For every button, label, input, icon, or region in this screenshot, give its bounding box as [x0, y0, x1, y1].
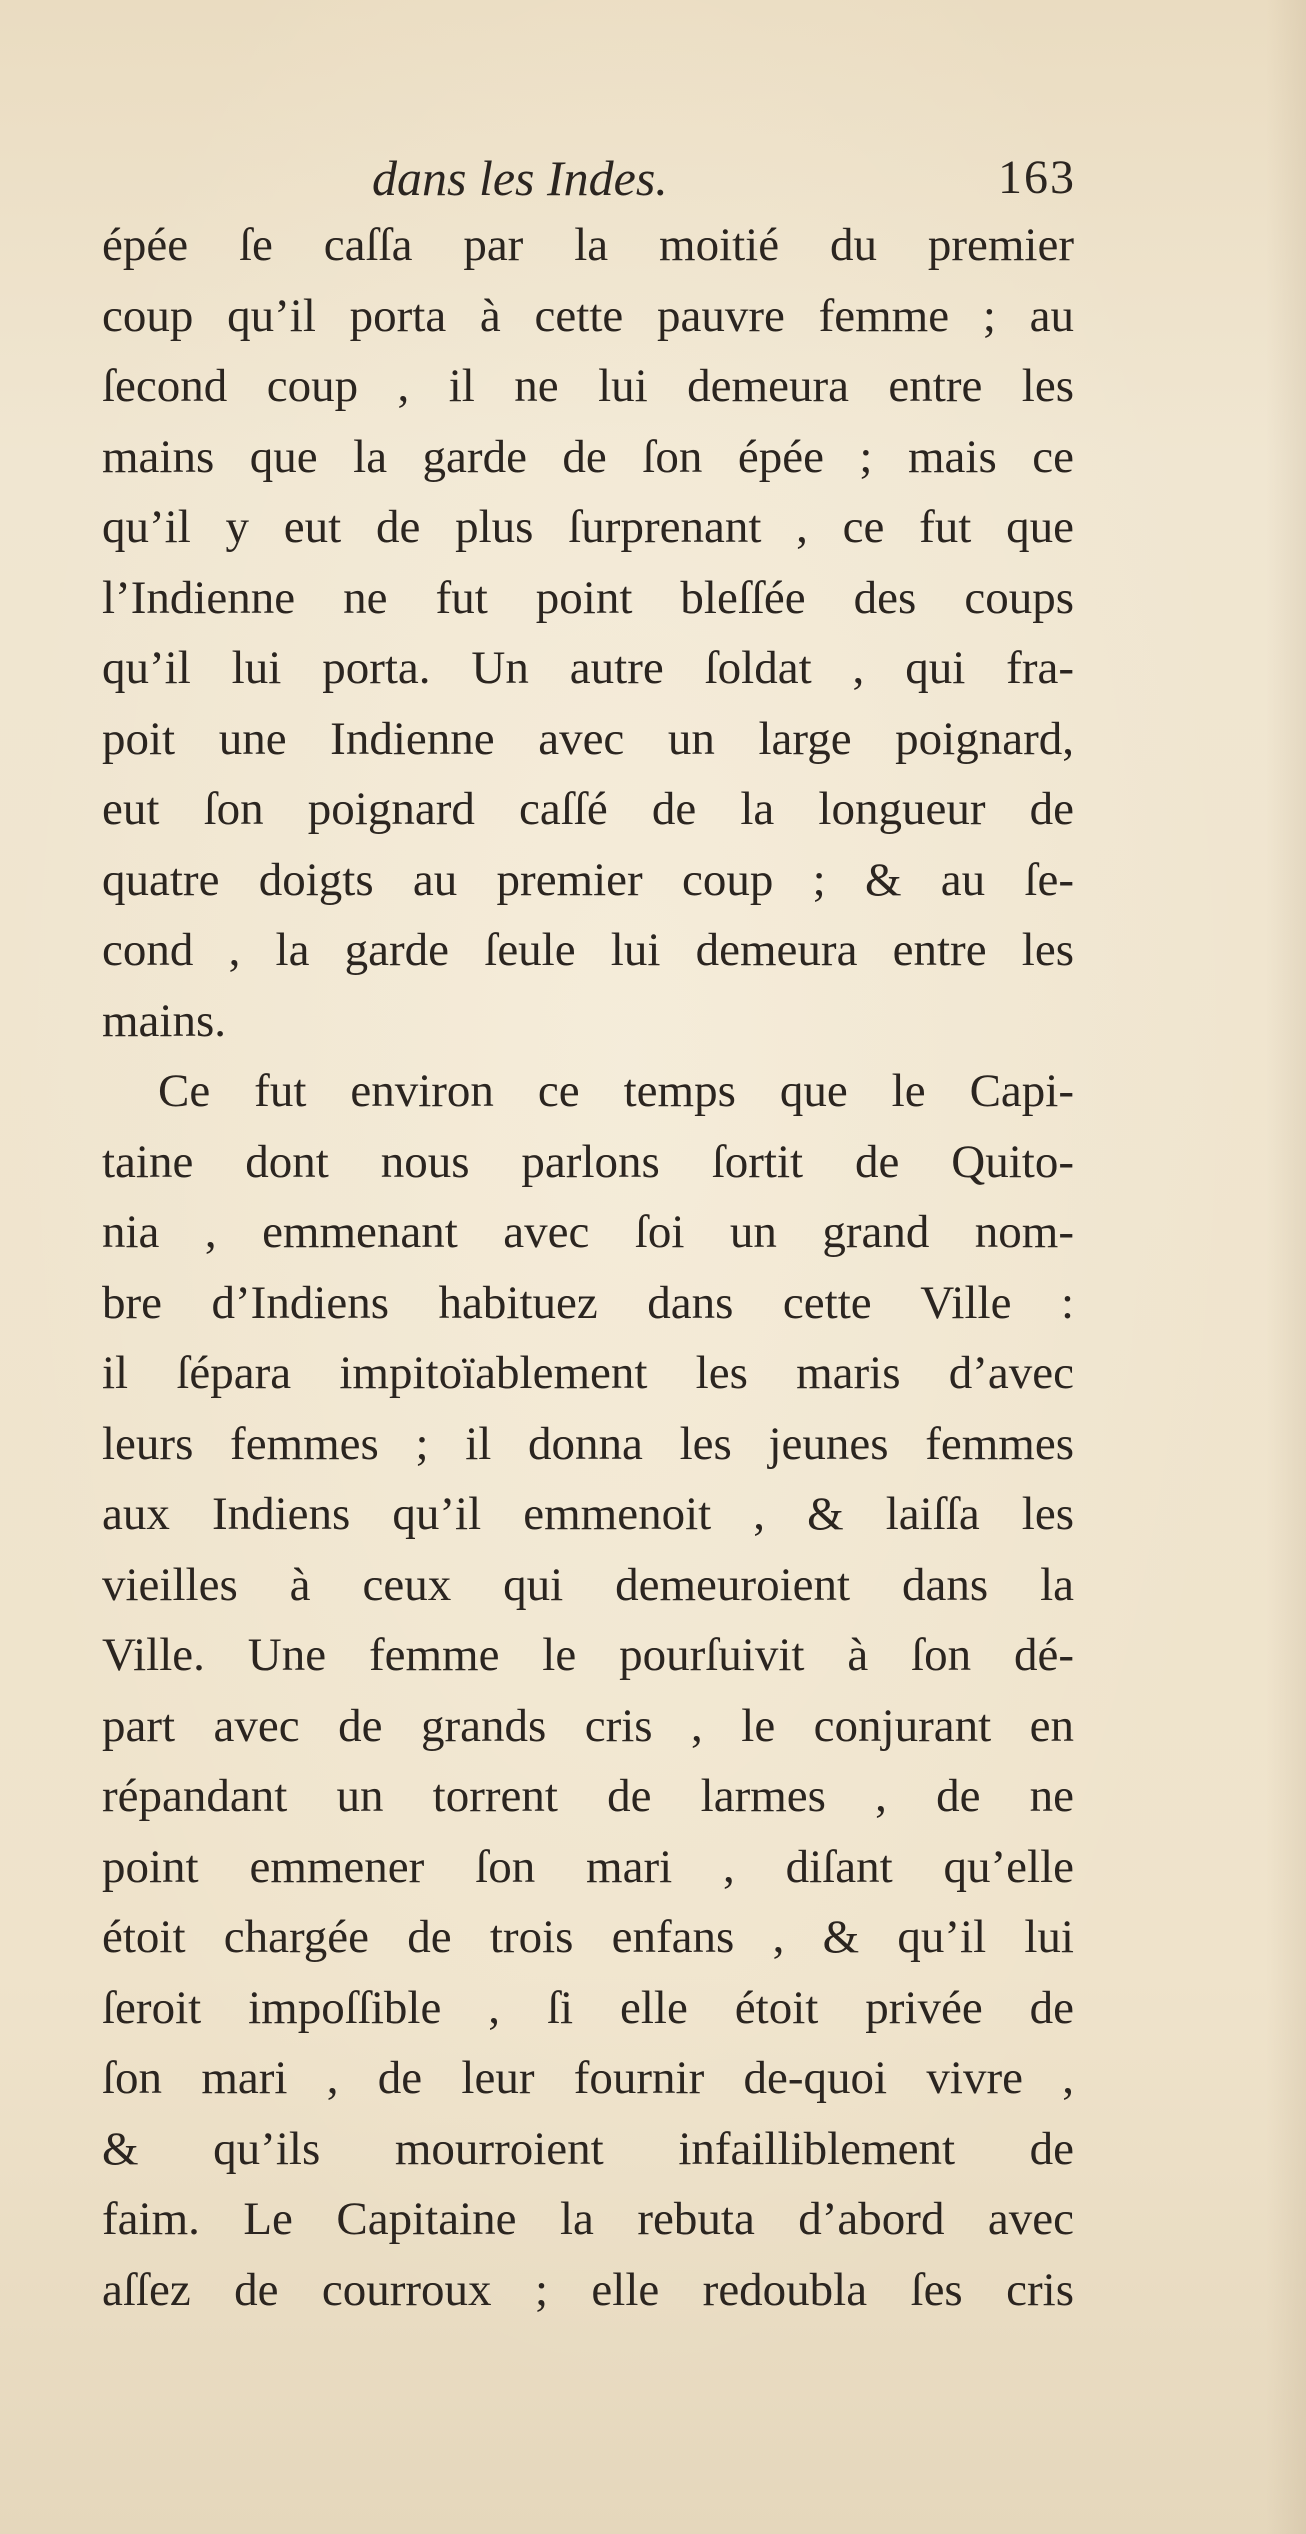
text-line: taine dont nous parlons ſortit de Quito-: [102, 1135, 1074, 1188]
text-line: point emmener ſon mari , diſant qu’elle: [102, 1840, 1074, 1893]
running-head: [100, 148, 1076, 208]
text-line: aſſez de courroux ; elle redoubla ſes cris: [102, 2263, 1074, 2316]
text-line: quatre doigts au premier coup ; & au ſe-: [102, 853, 1074, 906]
running-title: dans les Indes.: [372, 150, 668, 206]
page-number: 163: [998, 151, 1076, 204]
text-line: qu’il lui porta. Un autre ſoldat , qui fra-: [102, 642, 1074, 694]
paragraph-end-line: mains.: [102, 994, 227, 1047]
paragraph-first-line: Ce fut environ ce temps que le Capi-: [158, 1065, 1074, 1117]
page-edge-shadow: [1266, 0, 1306, 2534]
text-line: cond , la garde ſeule lui demeura entre les: [102, 924, 1074, 976]
text-line: bre d’Indiens habituez dans cette Ville :: [102, 1276, 1074, 1329]
text-line: poit une Indienne avec un large poignard,: [102, 712, 1074, 765]
text-line: leurs femmes ; il donna les jeunes femmes: [102, 1417, 1074, 1470]
text-line: coup qu’il porta à cette pauvre femme ; au: [102, 289, 1074, 342]
text-line: épée ſe caſſa par la moitié du premier: [102, 219, 1074, 271]
text-line: il ſépara impitoïablement les maris d’avec: [102, 1347, 1074, 1399]
text-line: aux Indiens qu’il emmenoit , & laiſſa les: [102, 1488, 1074, 1540]
text-line: l’Indienne ne fut point bleſſée des coups: [102, 571, 1074, 624]
text-line: nia , emmenant avec ſoi un grand nom-: [102, 1206, 1074, 1258]
text-line: ſeroit impoſſible , ſi elle étoit privée de: [102, 1981, 1074, 2034]
text-line: part avec de grands cris , le conjurant en: [102, 1699, 1074, 1752]
body-text: [102, 210, 1074, 2325]
text-line: étoit chargée de trois enfans , & qu’il lui: [102, 1911, 1074, 1963]
text-line: qu’il y eut de plus ſurprenant , ce fut que: [102, 501, 1074, 553]
text-line: ſon mari , de leur fournir de-quoi vivre ,: [102, 2052, 1074, 2104]
text-line: & qu’ils mourroient infailliblement de: [102, 2122, 1074, 2175]
text-line: mains que la garde de ſon épée ; mais ce: [102, 430, 1074, 483]
text-line: faim. Le Capitaine la rebuta d’abord avec: [102, 2193, 1074, 2245]
text-line: répandant un torrent de larmes , de ne: [102, 1770, 1074, 1822]
text-line: Ville. Une femme le pourſuivit à ſon dé-: [102, 1629, 1074, 1681]
text-line: ſecond coup , il ne lui demeura entre les: [102, 360, 1074, 412]
text-line: vieilles à ceux qui demeuroient dans la: [102, 1558, 1074, 1611]
text-line: eut ſon poignard caſſé de la longueur de: [102, 783, 1074, 835]
